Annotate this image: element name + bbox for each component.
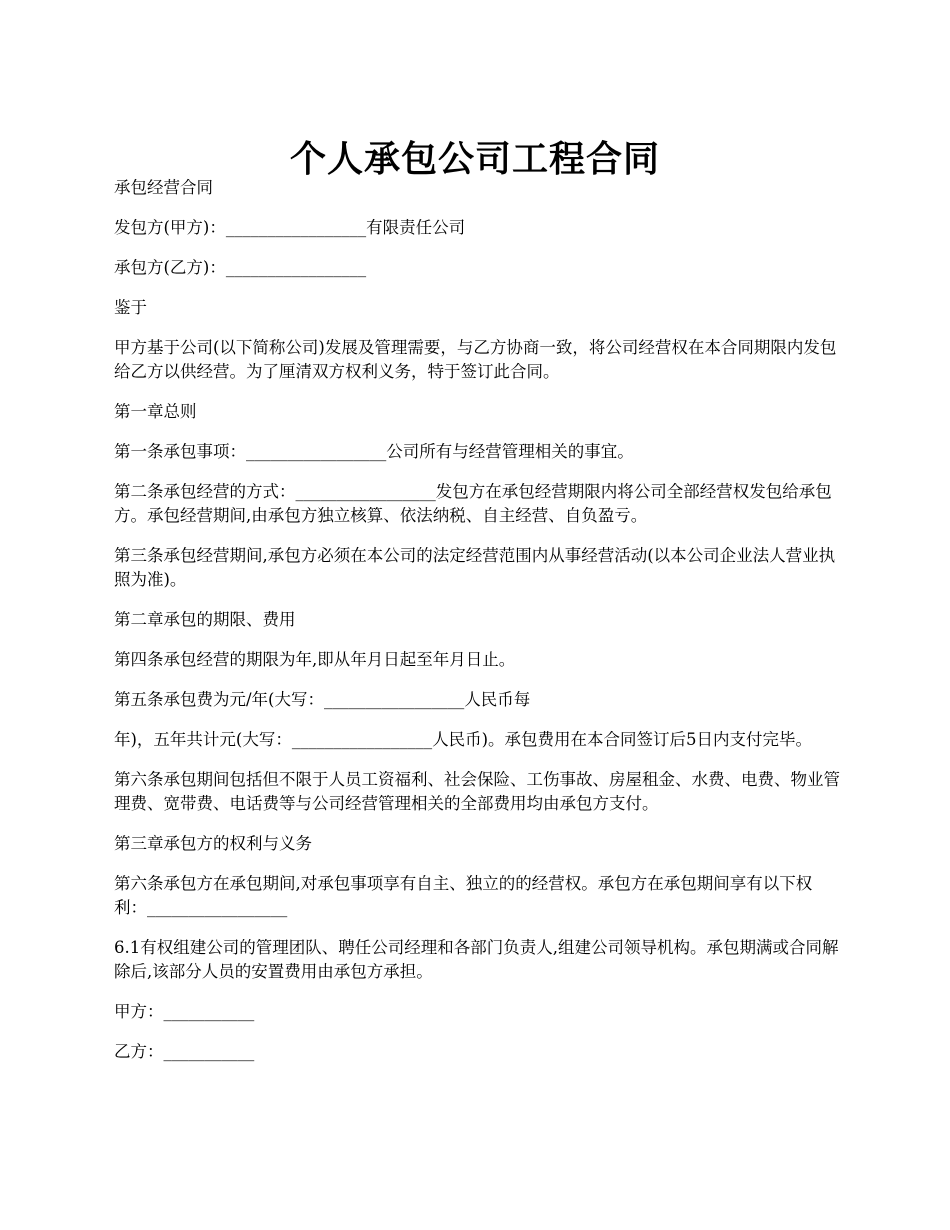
document-body (114, 176, 840, 1080)
article-6-rights: 第六条承包方在承包期间,对承包事项享有自主、独立的的经营权。承包方在承包期间享有以下权利：_________________ (114, 874, 813, 917)
paragraph-party-b: 承包方(乙方)：_________________ (114, 258, 367, 277)
document-title: 个人承包公司工程合同 (289, 138, 660, 181)
chapter-heading-3: 第三章承包方的权利与义务 (114, 834, 312, 853)
paragraph-whereas: 鉴于 (114, 298, 147, 317)
article-6-costs: 第六条承包期间包括但不限于人员工资福利、社会保险、工伤事故、房屋租金、水费、电费、物业管理费、宽带费、电话费等与公司经营管理相关的全部费用均由承包方支付。 (114, 770, 840, 813)
article-1: 第一条承包事项：_________________公司所有与经营管理相关的事宜。 (114, 442, 634, 461)
paragraph-preamble: 甲方基于公司(以下简称公司)发展及管理需要，与乙方协商一致，将公司经营权在本合同期限内发包给乙方以供经营。为了厘清双方权利义务，特于签订此合同。 (114, 338, 837, 381)
article-5-part-2: 年)，五年共计元(大写：_________________人民币)。承包费用在本合同签订后5日内支付完毕。 (114, 730, 813, 749)
paragraph-heading-contract-type: 承包经营合同 (114, 178, 213, 197)
chapter-heading-2: 第二章承包的期限、费用 (114, 610, 296, 629)
paragraph-party-a: 发包方(甲方)：_________________有限责任公司 (114, 218, 466, 237)
signature-party-a: 甲方：___________ (114, 1002, 255, 1021)
article-2: 第二条承包经营的方式：_________________发包方在承包经营期限内将公司全部经营权发包给承包方。承包经营期间,由承包方独立核算、依法纳税、自主经营、自负盈亏。 (114, 482, 832, 525)
article-4: 第四条承包经营的期限为年,即从年月日起至年月日止。 (114, 650, 516, 669)
signature-party-b: 乙方：___________ (114, 1042, 255, 1061)
article-3: 第三条承包经营期间,承包方必须在本公司的法定经营范围内从事经营活动(以本公司企业法人营业执照为准)。 (114, 546, 836, 589)
clause-6-1: 6.1有权组建公司的管理团队、聘任公司经理和各部门负责人,组建公司领导机构。承包期满或合同解除后,该部分人员的安置费用由承包方承担。 (114, 938, 839, 981)
article-5-part-1: 第五条承包费为元/年(大写：_________________人民币每 (114, 690, 531, 709)
chapter-heading-1: 第一章总则 (114, 402, 197, 421)
